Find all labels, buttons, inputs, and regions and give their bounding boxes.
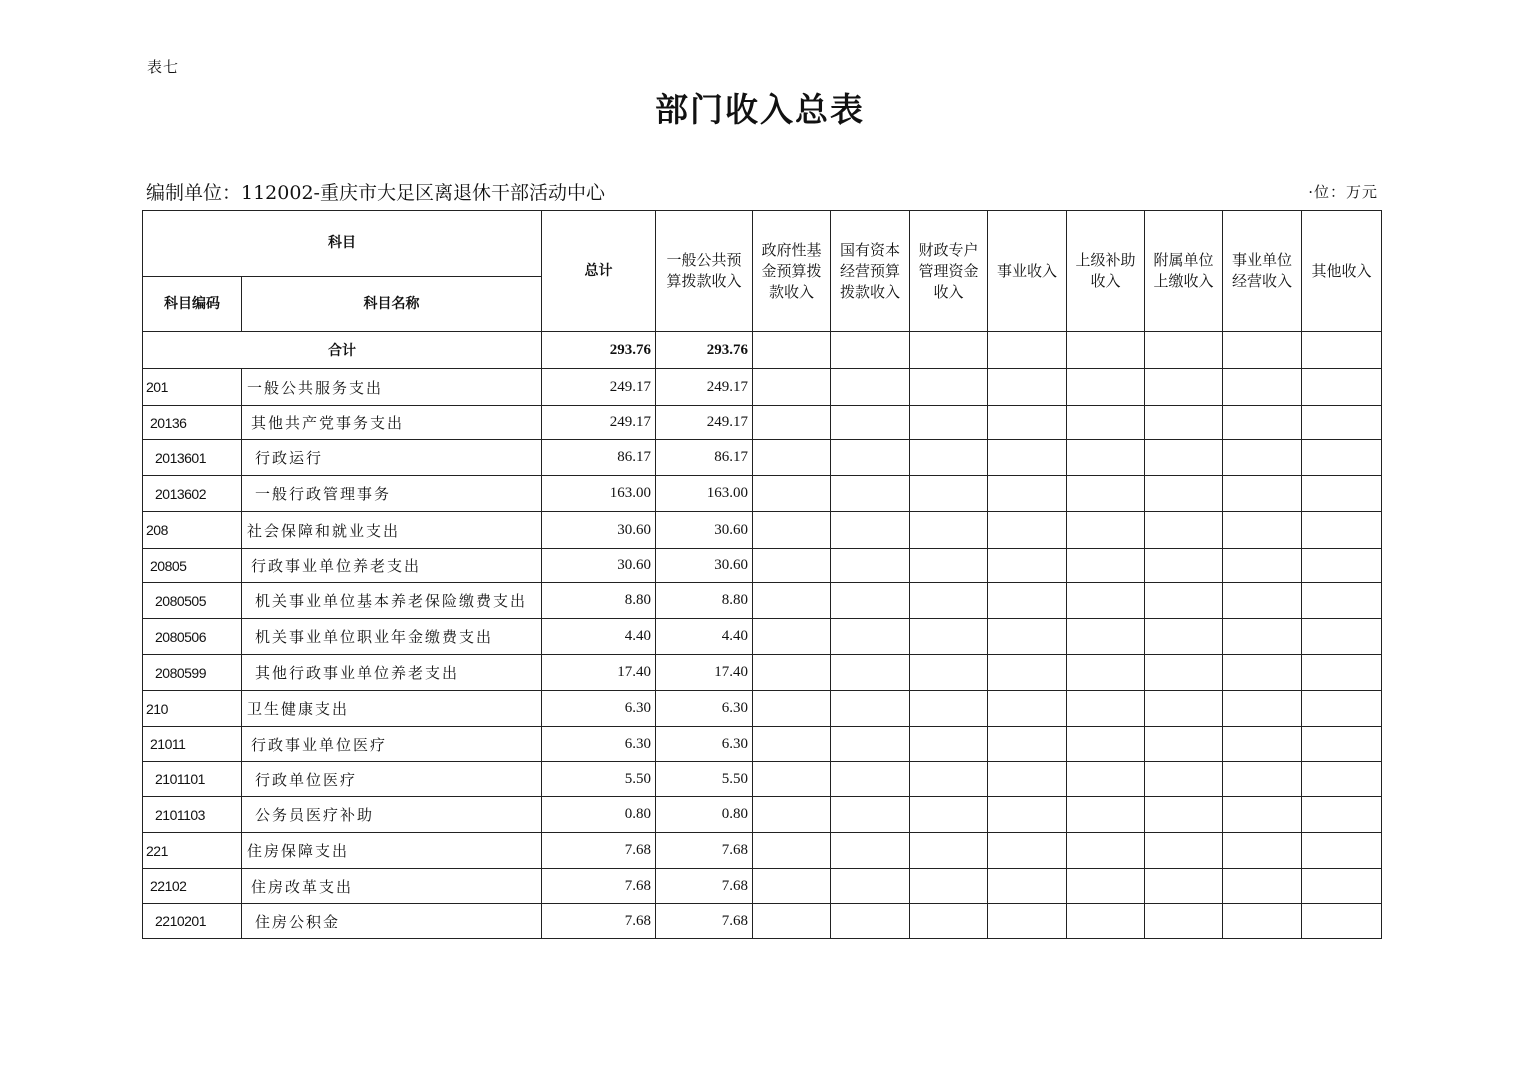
empty-cell bbox=[988, 619, 1067, 655]
empty-cell bbox=[1145, 583, 1223, 619]
total-cell: 86.17 bbox=[542, 440, 656, 476]
total-cell: 249.17 bbox=[542, 369, 656, 406]
empty-cell bbox=[831, 727, 910, 762]
empty-cell bbox=[988, 440, 1067, 476]
subject-code-cell: 2101103 bbox=[143, 797, 242, 833]
empty-cell bbox=[1145, 549, 1223, 583]
subject-name-cell: 一般行政管理事务 bbox=[242, 476, 542, 512]
empty-cell bbox=[1145, 869, 1223, 904]
subject-code-cell: 2013601 bbox=[143, 440, 242, 476]
empty-cell bbox=[753, 797, 831, 833]
header-gov-fund-line1: 政府性基 bbox=[761, 240, 822, 259]
empty-cell bbox=[753, 476, 831, 512]
table-row bbox=[143, 512, 1382, 549]
table-row bbox=[143, 406, 1382, 440]
empty-cell bbox=[1223, 762, 1302, 797]
header-gov-fund-line3: 款收入 bbox=[768, 282, 814, 301]
empty-cell bbox=[1302, 904, 1382, 939]
empty-cell bbox=[1223, 727, 1302, 762]
empty-cell bbox=[1145, 691, 1223, 727]
general-budget-cell: 249.17 bbox=[656, 369, 753, 406]
general-budget-cell: 6.30 bbox=[656, 727, 753, 762]
empty-cell bbox=[988, 727, 1067, 762]
empty-cell bbox=[988, 691, 1067, 727]
empty-cell bbox=[910, 512, 988, 549]
general-budget-cell: 0.80 bbox=[656, 797, 753, 833]
general-budget-cell: 4.40 bbox=[656, 619, 753, 655]
empty-cell bbox=[1302, 762, 1382, 797]
empty-cell bbox=[753, 369, 831, 406]
empty-cell bbox=[1067, 332, 1145, 369]
empty-cell bbox=[1302, 869, 1382, 904]
header-general-budget-line1: 一般公共预 bbox=[666, 251, 742, 269]
empty-cell bbox=[910, 904, 988, 939]
subject-name-cell: 住房改革支出 bbox=[242, 869, 542, 904]
empty-cell bbox=[910, 583, 988, 619]
total-cell: 7.68 bbox=[542, 904, 656, 939]
subject-code-cell: 221 bbox=[143, 833, 242, 869]
empty-cell bbox=[988, 583, 1067, 619]
empty-cell bbox=[831, 476, 910, 512]
header-other-income: 其他收入 bbox=[1302, 211, 1382, 332]
empty-cell bbox=[831, 869, 910, 904]
empty-cell bbox=[1145, 904, 1223, 939]
table-row bbox=[143, 369, 1382, 406]
empty-cell bbox=[1223, 869, 1302, 904]
empty-cell bbox=[1223, 549, 1302, 583]
empty-cell bbox=[1223, 797, 1302, 833]
empty-cell bbox=[988, 332, 1067, 369]
subject-code-cell: 20805 bbox=[143, 549, 242, 583]
empty-cell bbox=[1223, 583, 1302, 619]
empty-cell bbox=[753, 440, 831, 476]
empty-cell bbox=[1302, 476, 1382, 512]
empty-cell bbox=[988, 369, 1067, 406]
subject-name-cell: 机关事业单位基本养老保险缴费支出 bbox=[242, 583, 542, 619]
empty-cell bbox=[1223, 619, 1302, 655]
total-row-general: 293.76 bbox=[656, 332, 753, 369]
income-summary-table bbox=[142, 210, 1382, 939]
empty-cell bbox=[1145, 332, 1223, 369]
empty-cell bbox=[753, 833, 831, 869]
empty-cell bbox=[988, 762, 1067, 797]
empty-cell bbox=[1302, 619, 1382, 655]
subject-code-cell: 2080506 bbox=[143, 619, 242, 655]
subject-name-cell: 社会保障和就业支出 bbox=[242, 512, 542, 549]
empty-cell bbox=[1145, 440, 1223, 476]
empty-cell bbox=[1302, 369, 1382, 406]
header-special-account-line2: 管理资金 bbox=[918, 261, 979, 280]
empty-cell bbox=[1302, 583, 1382, 619]
empty-cell bbox=[1067, 406, 1145, 440]
header-subject-name: 科目名称 bbox=[242, 277, 542, 332]
subject-code-cell: 21011 bbox=[143, 727, 242, 762]
header-special-account bbox=[910, 211, 988, 332]
subject-name-cell: 卫生健康支出 bbox=[242, 691, 542, 727]
total-cell: 30.60 bbox=[542, 549, 656, 583]
table-row bbox=[143, 440, 1382, 476]
table-row bbox=[143, 655, 1382, 691]
table-row bbox=[143, 762, 1382, 797]
empty-cell bbox=[831, 583, 910, 619]
header-affiliate-payment-line2: 上缴收入 bbox=[1153, 272, 1214, 290]
empty-cell bbox=[910, 440, 988, 476]
empty-cell bbox=[1302, 440, 1382, 476]
header-state-capital-line2: 经营预算 bbox=[839, 261, 900, 280]
table-row bbox=[143, 619, 1382, 655]
empty-cell bbox=[1302, 833, 1382, 869]
empty-cell bbox=[910, 332, 988, 369]
header-state-capital bbox=[831, 211, 910, 332]
empty-cell bbox=[1067, 691, 1145, 727]
subject-code-cell: 2080505 bbox=[143, 583, 242, 619]
table-row bbox=[143, 869, 1382, 904]
empty-cell bbox=[831, 655, 910, 691]
empty-cell bbox=[1067, 369, 1145, 406]
empty-cell bbox=[910, 406, 988, 440]
empty-cell bbox=[910, 869, 988, 904]
total-label: 合计 bbox=[143, 332, 542, 369]
empty-cell bbox=[753, 583, 831, 619]
table-row bbox=[143, 904, 1382, 939]
general-budget-cell: 7.68 bbox=[656, 869, 753, 904]
empty-cell bbox=[988, 904, 1067, 939]
empty-cell bbox=[1067, 549, 1145, 583]
empty-cell bbox=[1302, 797, 1382, 833]
header-gov-fund bbox=[753, 211, 831, 332]
subject-code-cell: 208 bbox=[143, 512, 242, 549]
empty-cell bbox=[988, 833, 1067, 869]
empty-cell bbox=[1067, 797, 1145, 833]
empty-cell bbox=[1223, 406, 1302, 440]
empty-cell bbox=[1067, 904, 1145, 939]
empty-cell bbox=[1223, 655, 1302, 691]
subject-code-cell: 22102 bbox=[143, 869, 242, 904]
empty-cell bbox=[1067, 440, 1145, 476]
empty-cell bbox=[1302, 655, 1382, 691]
table-row bbox=[143, 727, 1382, 762]
empty-cell bbox=[1223, 833, 1302, 869]
subject-name-cell: 行政事业单位养老支出 bbox=[242, 549, 542, 583]
empty-cell bbox=[910, 476, 988, 512]
empty-cell bbox=[1145, 406, 1223, 440]
header-general-budget bbox=[656, 211, 753, 332]
empty-cell bbox=[753, 869, 831, 904]
empty-cell bbox=[831, 619, 910, 655]
header-gov-fund-line2: 金预算拨 bbox=[761, 261, 822, 280]
header-operating-income bbox=[1223, 211, 1302, 332]
empty-cell bbox=[1223, 440, 1302, 476]
total-row-total: 293.76 bbox=[542, 332, 656, 369]
empty-cell bbox=[1067, 762, 1145, 797]
subject-name-cell: 行政事业单位医疗 bbox=[242, 727, 542, 762]
empty-cell bbox=[1145, 476, 1223, 512]
empty-cell bbox=[1145, 369, 1223, 406]
total-cell: 8.80 bbox=[542, 583, 656, 619]
subject-name-cell: 行政单位医疗 bbox=[242, 762, 542, 797]
empty-cell bbox=[1067, 833, 1145, 869]
subject-name-cell: 一般公共服务支出 bbox=[242, 369, 542, 406]
table-row bbox=[143, 583, 1382, 619]
empty-cell bbox=[753, 619, 831, 655]
subject-code-cell: 2080599 bbox=[143, 655, 242, 691]
compiling-unit-label: 编制单位：112002-重庆市大足区离退休干部活动中心 bbox=[146, 182, 605, 204]
general-budget-cell: 249.17 bbox=[656, 406, 753, 440]
empty-cell bbox=[910, 369, 988, 406]
general-budget-cell: 7.68 bbox=[656, 904, 753, 939]
header-affiliate-payment bbox=[1145, 211, 1223, 332]
total-cell: 0.80 bbox=[542, 797, 656, 833]
subject-name-cell: 机关事业单位职业年金缴费支出 bbox=[242, 619, 542, 655]
subject-code-cell: 201 bbox=[143, 369, 242, 406]
total-cell: 4.40 bbox=[542, 619, 656, 655]
empty-cell bbox=[988, 512, 1067, 549]
empty-cell bbox=[1145, 762, 1223, 797]
header-affiliate-payment-line1: 附属单位 bbox=[1153, 251, 1214, 269]
total-row bbox=[143, 332, 1382, 369]
empty-cell bbox=[910, 762, 988, 797]
total-cell: 17.40 bbox=[542, 655, 656, 691]
total-cell: 6.30 bbox=[542, 727, 656, 762]
empty-cell bbox=[753, 332, 831, 369]
table-row bbox=[143, 833, 1382, 869]
table-row bbox=[143, 549, 1382, 583]
general-budget-cell: 163.00 bbox=[656, 476, 753, 512]
total-cell: 7.68 bbox=[542, 833, 656, 869]
table-body bbox=[143, 332, 1382, 939]
header-subject: 科目 bbox=[143, 211, 542, 277]
empty-cell bbox=[1145, 655, 1223, 691]
table-number-label: 表七 bbox=[147, 58, 180, 76]
empty-cell bbox=[831, 369, 910, 406]
empty-cell bbox=[831, 833, 910, 869]
empty-cell bbox=[831, 549, 910, 583]
header-business-income: 事业收入 bbox=[988, 211, 1067, 332]
empty-cell bbox=[753, 727, 831, 762]
empty-cell bbox=[753, 762, 831, 797]
general-budget-cell: 6.30 bbox=[656, 691, 753, 727]
header-superior-subsidy bbox=[1067, 211, 1145, 332]
empty-cell bbox=[1302, 727, 1382, 762]
empty-cell bbox=[831, 440, 910, 476]
empty-cell bbox=[1223, 512, 1302, 549]
table-row bbox=[143, 797, 1382, 833]
total-cell: 30.60 bbox=[542, 512, 656, 549]
empty-cell bbox=[910, 619, 988, 655]
empty-cell bbox=[988, 406, 1067, 440]
subject-name-cell: 公务员医疗补助 bbox=[242, 797, 542, 833]
empty-cell bbox=[831, 904, 910, 939]
empty-cell bbox=[988, 549, 1067, 583]
empty-cell bbox=[910, 797, 988, 833]
empty-cell bbox=[753, 655, 831, 691]
empty-cell bbox=[1302, 332, 1382, 369]
empty-cell bbox=[753, 904, 831, 939]
empty-cell bbox=[1302, 549, 1382, 583]
total-cell: 249.17 bbox=[542, 406, 656, 440]
empty-cell bbox=[831, 762, 910, 797]
subject-code-cell: 2013602 bbox=[143, 476, 242, 512]
empty-cell bbox=[1302, 512, 1382, 549]
empty-cell bbox=[910, 549, 988, 583]
empty-cell bbox=[1145, 833, 1223, 869]
general-budget-cell: 30.60 bbox=[656, 512, 753, 549]
total-cell: 6.30 bbox=[542, 691, 656, 727]
general-budget-cell: 17.40 bbox=[656, 655, 753, 691]
header-operating-income-line2: 经营收入 bbox=[1231, 272, 1292, 290]
empty-cell bbox=[1067, 512, 1145, 549]
header-special-account-line1: 财政专户 bbox=[918, 240, 979, 259]
empty-cell bbox=[988, 869, 1067, 904]
table-row bbox=[143, 476, 1382, 512]
empty-cell bbox=[1223, 904, 1302, 939]
header-subject-code: 科目编码 bbox=[143, 277, 242, 332]
page-title: 部门收入总表 bbox=[655, 90, 865, 129]
empty-cell bbox=[831, 797, 910, 833]
subject-name-cell: 行政运行 bbox=[242, 440, 542, 476]
empty-cell bbox=[1223, 691, 1302, 727]
total-cell: 163.00 bbox=[542, 476, 656, 512]
header-state-capital-line3: 拨款收入 bbox=[839, 282, 900, 301]
empty-cell bbox=[1067, 869, 1145, 904]
empty-cell bbox=[988, 476, 1067, 512]
empty-cell bbox=[753, 691, 831, 727]
currency-unit-label: ·位：万元 bbox=[1308, 183, 1378, 201]
total-cell: 5.50 bbox=[542, 762, 656, 797]
empty-cell bbox=[1145, 512, 1223, 549]
header-total: 总计 bbox=[542, 211, 656, 332]
total-cell: 7.68 bbox=[542, 869, 656, 904]
empty-cell bbox=[831, 406, 910, 440]
empty-cell bbox=[910, 655, 988, 691]
empty-cell bbox=[831, 512, 910, 549]
empty-cell bbox=[1067, 655, 1145, 691]
empty-cell bbox=[910, 727, 988, 762]
empty-cell bbox=[753, 549, 831, 583]
empty-cell bbox=[1302, 406, 1382, 440]
empty-cell bbox=[1067, 476, 1145, 512]
empty-cell bbox=[1223, 332, 1302, 369]
empty-cell bbox=[988, 797, 1067, 833]
empty-cell bbox=[910, 833, 988, 869]
subject-code-cell: 210 bbox=[143, 691, 242, 727]
subject-name-cell: 住房保障支出 bbox=[242, 833, 542, 869]
subject-name-cell: 其他行政事业单位养老支出 bbox=[242, 655, 542, 691]
empty-cell bbox=[831, 332, 910, 369]
general-budget-cell: 7.68 bbox=[656, 833, 753, 869]
header-state-capital-line1: 国有资本 bbox=[839, 240, 900, 259]
general-budget-cell: 8.80 bbox=[656, 583, 753, 619]
subject-code-cell: 2210201 bbox=[143, 904, 242, 939]
empty-cell bbox=[753, 406, 831, 440]
empty-cell bbox=[753, 512, 831, 549]
subject-code-cell: 20136 bbox=[143, 406, 242, 440]
subject-name-cell: 其他共产党事务支出 bbox=[242, 406, 542, 440]
subject-code-cell: 2101101 bbox=[143, 762, 242, 797]
empty-cell bbox=[1145, 619, 1223, 655]
header-superior-subsidy-line2: 收入 bbox=[1090, 272, 1121, 290]
empty-cell bbox=[1145, 797, 1223, 833]
empty-cell bbox=[1302, 691, 1382, 727]
empty-cell bbox=[1067, 583, 1145, 619]
table-row bbox=[143, 691, 1382, 727]
header-special-account-line3: 收入 bbox=[933, 282, 964, 301]
empty-cell bbox=[910, 691, 988, 727]
header-superior-subsidy-line1: 上级补助 bbox=[1075, 251, 1136, 269]
general-budget-cell: 86.17 bbox=[656, 440, 753, 476]
empty-cell bbox=[1067, 619, 1145, 655]
general-budget-cell: 30.60 bbox=[656, 549, 753, 583]
header-operating-income-line1: 事业单位 bbox=[1231, 251, 1292, 269]
empty-cell bbox=[1223, 369, 1302, 406]
empty-cell bbox=[988, 655, 1067, 691]
subject-name-cell: 住房公积金 bbox=[242, 904, 542, 939]
empty-cell bbox=[1067, 727, 1145, 762]
general-budget-cell: 5.50 bbox=[656, 762, 753, 797]
empty-cell bbox=[831, 691, 910, 727]
header-general-budget-line2: 算拨款收入 bbox=[666, 272, 742, 290]
empty-cell bbox=[1223, 476, 1302, 512]
empty-cell bbox=[1145, 727, 1223, 762]
